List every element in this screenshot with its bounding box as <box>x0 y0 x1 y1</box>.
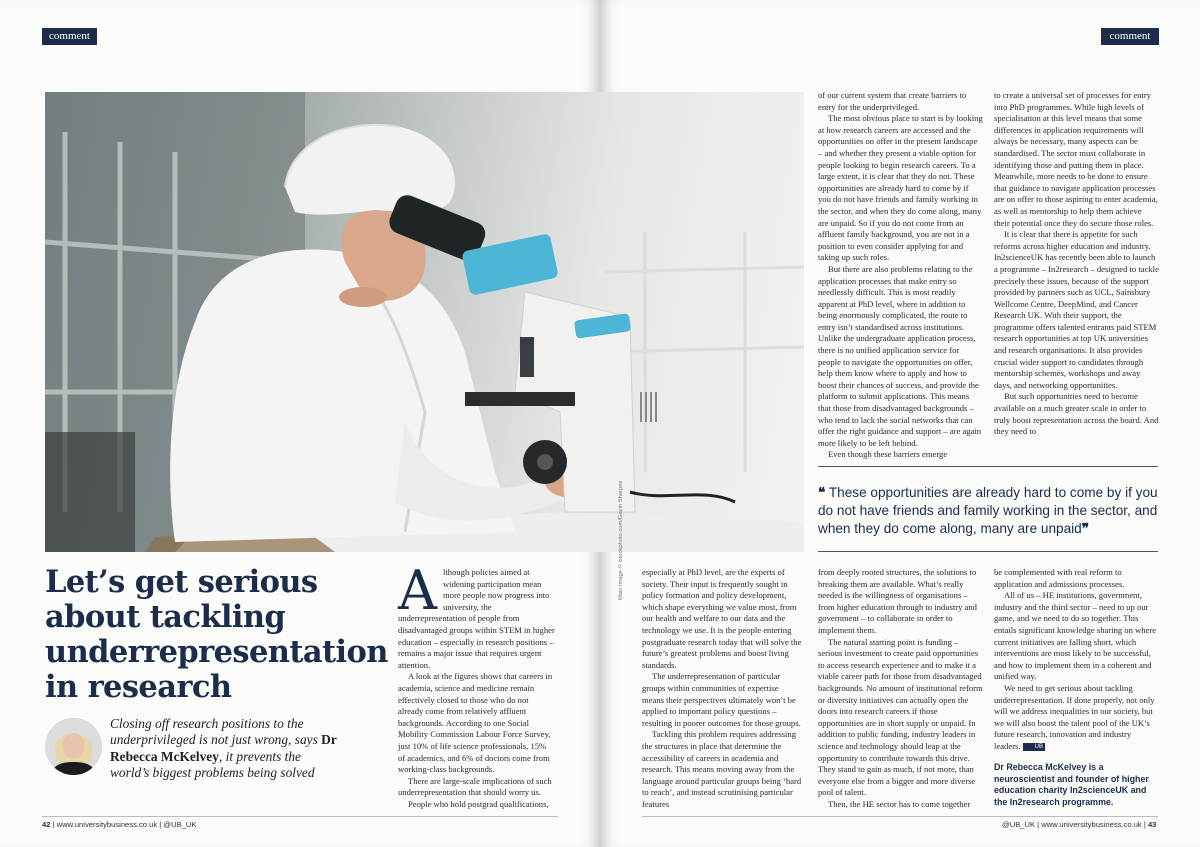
section-tag-right: comment <box>1101 28 1159 45</box>
end-mark: UB <box>1023 743 1045 751</box>
footer-right <box>1002 820 1156 829</box>
footer-separator: | <box>52 820 55 829</box>
author-bio: Dr Rebecca McKelvey is a neuroscientist and founder of higher education charity In2scienceUK and the In2research programme. <box>994 762 1149 807</box>
footer-rule-right <box>642 816 1158 817</box>
footer-left <box>42 820 196 829</box>
paragraph: Tackling this problem requires addressing the structures in place that determine the accessibility of careers in academia and research. This means moving away from the language around particular groups being ‘hard to reach’, and instead scrutinising particular features <box>642 729 802 809</box>
drop-cap: A <box>398 559 437 622</box>
footer-separator: | <box>1143 820 1146 829</box>
footer-handle-right[interactable]: @UB_UK <box>1002 820 1036 829</box>
paragraph: But there are also problems relating to the application processes that make entry so needlessly difficult. This is most readily apparent at PhD level, where in addition to being enormously complicated, the route to entry isn’t standardised across institutions. Unlike the undergraduate application process, there is no unified application service for people to navigate the opportunities on offer, help them know where to apply and how to boost their chances of success, and provide the platform to submit applications. This means that those from disadvantaged backgrounds – who tend to lack the social networks that can offer the right guidance and support – are again more likely to be left behind. <box>818 263 982 448</box>
paragraph: But such opportunities need to become available on a much greater scale in order to truly boost representation across the board. And they need to <box>994 391 1159 437</box>
paragraph: Even though these barriers emerge <box>828 449 948 460</box>
footer-rule-left <box>42 816 558 817</box>
paragraph: The most obvious place to start is by looking at how research careers are accessed and the opportunities on offer in the present landscape – and whether they present a viable option for people looking to begin research careers. To a large extent, it is clear that they do not. These opportunities are already hard to come by if you do not have friends and family working in the sector, and when they do come along, many are unpaid. So if you do not come from an affluent family background, you are not in a position to even consider applying for and taking up such roles. <box>818 113 983 263</box>
paragraph <box>994 683 1159 753</box>
closing-paragraph: We need to get serious about tackling underrepresentation. If done properly, not only will we address inequalities in our society, but we will also boost the talent pool of the UK’s future research, innovation and industry leaders. <box>994 682 1155 751</box>
quote-open-mark: ❝ <box>818 485 826 500</box>
paragraph: People who hold postgrad qualifications, <box>408 798 549 809</box>
paragraph: from deeply rooted structures, the solutions to breaking them are available. What’s really needed is the willingness of organisations – from higher education through to industry and government – to collaborate in order to implement them. <box>818 567 977 635</box>
column-2 <box>642 567 802 810</box>
section-tag-left: comment <box>42 28 97 45</box>
paragraph: especially at PhD level, are the experts of society. Their input is frequently sought in policy formation and policy development, which shape everything we value most, from our health and welfare to our data and the technology we use. It is the people entering postgraduate research today that will solve the future’s greatest problems and boost living standards. <box>642 567 802 670</box>
pull-quote <box>818 484 1158 538</box>
quote-rule-top <box>818 466 1158 467</box>
paragraph-1 <box>398 559 555 671</box>
quote-close-mark: ❞ <box>1081 521 1090 536</box>
quote-rule-bottom <box>818 551 1158 552</box>
page-number-right: 43 <box>1147 820 1157 829</box>
standfirst <box>110 716 338 781</box>
column-3-bottom <box>818 567 983 810</box>
photo-credit: Main image © istockphoto.com/Gavin Sharpes <box>618 480 624 600</box>
page-number-left: 42 <box>42 820 51 829</box>
standfirst-tail: , it prevents the world’s biggest problems being solved <box>110 748 315 780</box>
pull-quote-text: These opportunities are already hard to come by if you do not have friends and family working in the sector, and when they do come along, many are unpaid <box>818 485 1158 536</box>
main-photo <box>45 92 804 552</box>
footer-separator: | <box>1037 820 1040 829</box>
paragraph: of our current system that create barriers to entry for the underprivileged. <box>818 90 967 112</box>
column-4-bottom <box>994 567 1159 753</box>
paragraph: to create a universal set of processes for entry into PhD programmes. While high levels of specialisation at this level means that some differences in application requirements will always be necessary, many aspects can be standardised. The sector must collaborate in identifying those and putting them in place. Meanwhile, more needs to be done to ensure that guidance to navigate application processes are on offer to those aspiring to enter academia, as well as mentorship to help them achieve their potential once they do secure those roles. <box>994 90 1158 228</box>
footer-separator: | <box>159 820 162 829</box>
paragraph: It is clear that there is appetite for such reforms across higher education and industry. In2scienceUK has recently been able to launch a programme – In2research – designed to tackle precisely these issues, because of the support provided by partners such as UCL, Sainsbury Wellcome Centre, DeepMind, and Cancer Research UK. With their support, the programme offers talented entrants paid STEM research opportunities at top UK universities and research organisations. It also provides crucial wider support to candidates through mentorship schemes, workshops and away days, and networking opportunities. <box>994 229 1159 390</box>
paragraph: Then, the HE sector has to come together <box>828 798 971 809</box>
standfirst-lead: Closing off research positions to the underprivileged is not just wrong, says <box>110 716 322 748</box>
paragraph: The underrepresentation of particular groups within communities of expertise means their perspectives ultimately won’t be applied to important policy questions – resulting in poorer outcomes for those groups. <box>642 671 801 728</box>
paragraph: be complemented with real reform to application and admissions processes. <box>994 567 1125 589</box>
column-4-top <box>994 90 1159 438</box>
paragraph-1-text: lthough policies aimed at widening participation mean more people now progress into university, the underrepresentation of people from disadvantaged groups within STEM in higher education – especially in research positions – remains a major issue that requires urgent attention. <box>398 567 555 670</box>
column-3-top <box>818 90 983 461</box>
paragraph: All of us – HE institutions, government, industry and the third sector – need to up our game, and we need to do so together. This entails significant knowledge sharing on where current initiatives are falling short, which interventions are most likely to be successful, and how to implement them in a coherent and unified way. <box>994 590 1157 682</box>
column-1 <box>398 559 555 810</box>
paragraph: The natural starting point is funding – serious investment to create paid opportunities to access research experience and to make it a viable career path for those from disadvantaged backgrounds. No amount of institutional reform or diversity initiatives can actually open the doors into research careers if those opportunities are in short supply or unpaid. In addition to public funding, industry leaders in science and technology should leap at the opportunity to contribute towards this drive. They stand to gain as much, if not more, than everyone else from a bigger and more diverse pool of talent. <box>818 636 983 798</box>
paragraph: There are large-scale implications of such underrepresentation that should worry us. <box>398 775 552 798</box>
headline: Let’s get serious about tackling underrepresentation in research <box>45 564 388 705</box>
author-avatar <box>45 718 102 775</box>
footer-url-right[interactable]: www.universitybusiness.co.uk <box>1041 820 1142 829</box>
paragraph: A look at the figures shows that careers in academia, science and medicine remain effectively closed to those who do not already come from relatively affluent backgrounds. According to one Social Mobility Commission Labour Force Survey, just 10% of life science professionals, 15% of academics, and 6% of doctors come from working-class backgrounds. <box>398 671 553 775</box>
footer-handle-left[interactable]: @UB_UK <box>163 820 197 829</box>
footer-url-left[interactable]: www.universitybusiness.co.uk <box>56 820 158 829</box>
standfirst-author: Dr Rebecca McKelvey <box>110 732 337 764</box>
